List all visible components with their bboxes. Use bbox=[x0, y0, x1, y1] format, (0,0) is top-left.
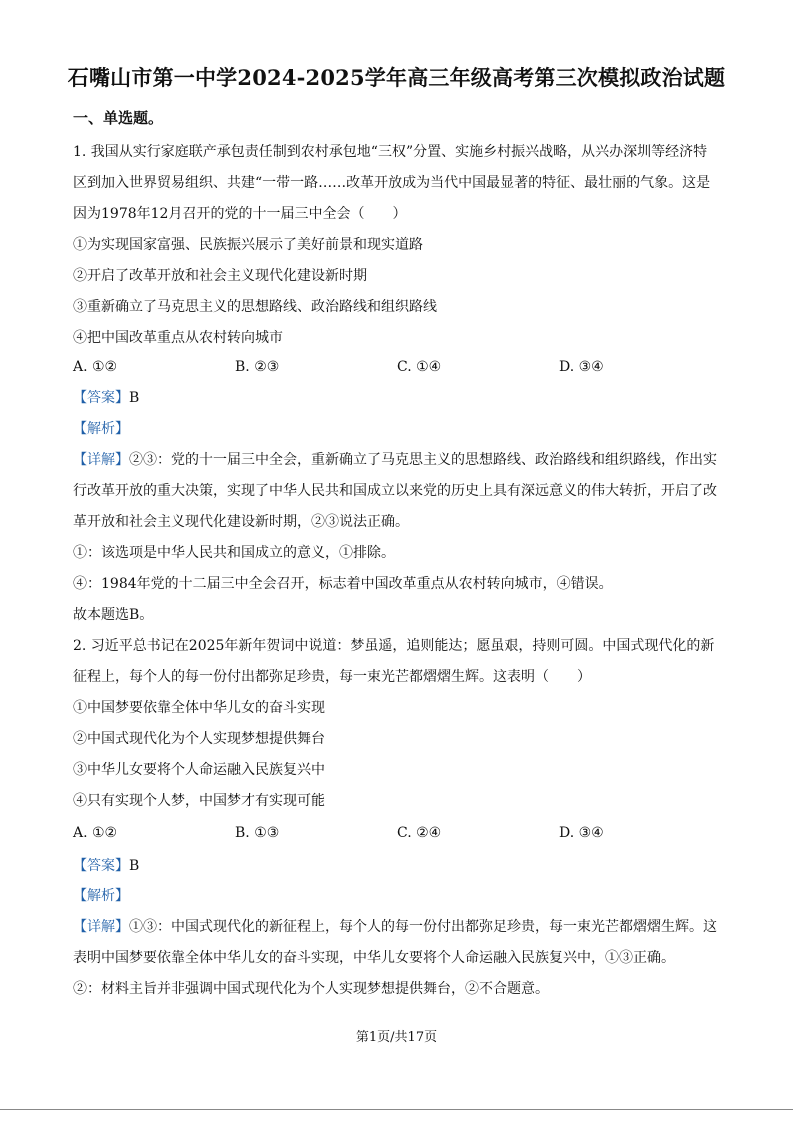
detail-tag: 【详解】 bbox=[73, 452, 129, 468]
bottom-divider bbox=[0, 1109, 793, 1110]
q2-item-2: ②中国式现代化为个人实现梦想提供舞台 bbox=[73, 731, 325, 747]
q1-detail-line-1 bbox=[73, 450, 733, 470]
q2-options bbox=[73, 823, 733, 843]
q1-option-d: D. ③④ bbox=[559, 359, 604, 375]
q2-item-4: ④只有实现个人梦，中国梦才有实现可能 bbox=[73, 793, 325, 809]
q1-detail-line-5: ④：1984年党的十二届三中全会召开，标志着中国改革重点从农村转向城市，④错误。 bbox=[73, 576, 613, 592]
q1-options bbox=[73, 357, 733, 377]
q2-stem-line-1: 2. 习近平总书记在2025年新年贺词中说道：梦虽遥，追则能达；愿虽艰，持则可圆。中国式现代化的新 bbox=[73, 638, 715, 654]
q2-option-a: A. ①② bbox=[73, 825, 118, 841]
q2-option-c: C. ②④ bbox=[397, 825, 442, 841]
q1-item-3: ③重新确立了马克思主义的思想路线、政治路线和组织路线 bbox=[73, 299, 437, 315]
answer-tag: 【答案】 bbox=[73, 390, 129, 406]
q1-option-c: C. ①④ bbox=[397, 359, 442, 375]
page-footer: 第1页/共17页 bbox=[355, 1030, 438, 1045]
q1-option-b: B. ②③ bbox=[235, 359, 280, 375]
q1-answer bbox=[73, 388, 733, 408]
q2-item-1: ①中国梦要依靠全体中华儿女的奋斗实现 bbox=[73, 700, 325, 716]
q1-analysis-tag: 【解析】 bbox=[73, 421, 129, 437]
q2-stem-line-2: 征程上，每个人的每一份付出都弥足珍贵，每一束光芒都熠熠生辉。这表明（ ） bbox=[73, 669, 591, 685]
q2-analysis-tag: 【解析】 bbox=[73, 888, 129, 904]
q2-answer bbox=[73, 856, 733, 876]
q2-item-3: ③中华儿女要将个人命运融入民族复兴中 bbox=[73, 762, 325, 778]
q2-detail-line-3: ②：材料主旨并非强调中国式现代化为个人实现梦想提供舞台，②不合题意。 bbox=[73, 981, 549, 997]
q1-detail-line-4: ①：该选项是中华人民共和国成立的意义，①排除。 bbox=[73, 545, 395, 561]
q1-item-2: ②开启了改革开放和社会主义现代化建设新时期 bbox=[73, 268, 367, 284]
q2-detail-line-1 bbox=[73, 917, 733, 937]
q1-detail-line-3: 革开放和社会主义现代化建设新时期，②③说法正确。 bbox=[73, 514, 409, 530]
detail-tag: 【详解】 bbox=[73, 919, 129, 935]
answer-tag: 【答案】 bbox=[73, 858, 129, 874]
q1-item-1: ①为实现国家富强、民族振兴展示了美好前景和现实道路 bbox=[73, 237, 423, 253]
q1-item-4: ④把中国改革重点从农村转向城市 bbox=[73, 330, 283, 346]
section-heading: 一、单选题。 bbox=[73, 109, 164, 127]
detail-text: ②③：党的十一届三中全会，重新确立了马克思主义的思想路线、政治路线和组织路线，作出实 bbox=[129, 452, 717, 468]
detail-text: ①③：中国式现代化的新征程上，每个人的每一份付出都弥足珍贵，每一束光芒都熠熠生辉。这 bbox=[129, 919, 717, 935]
answer-value: B bbox=[129, 858, 140, 874]
q1-stem-line-2: 区到加入世界贸易组织、共建“一带一路……改革开放成为当代中国最显著的特征、最壮丽的气象。这是 bbox=[73, 175, 711, 191]
q2-detail-line-2: 表明中国梦要依靠全体中华儿女的奋斗实现，中华儿女要将个人命运融入民族复兴中，①③正确。 bbox=[73, 950, 675, 966]
q2-option-d: D. ③④ bbox=[559, 825, 604, 841]
q2-option-b: B. ①③ bbox=[235, 825, 280, 841]
q1-stem-line-3: 因为1978年12月召开的党的十一届三中全会（ ） bbox=[73, 206, 407, 222]
q1-conclusion: 故本题选B。 bbox=[73, 607, 154, 623]
answer-value: B bbox=[129, 390, 140, 406]
q1-stem-line-1: 1. 我国从实行家庭联产承包责任制到农村承包地“三权”分置、实施乡村振兴战略，从兴办深圳等经济特 bbox=[73, 144, 708, 160]
q1-detail-line-2: 行改革开放的重大决策，实现了中华人民共和国成立以来党的历史上具有深远意义的伟大转折，开启了改 bbox=[73, 483, 717, 499]
page-title: 石嘴山市第一中学2024-2025学年高三年级高考第三次模拟政治试题 bbox=[67, 65, 726, 90]
q1-option-a: A. ①② bbox=[73, 359, 118, 375]
